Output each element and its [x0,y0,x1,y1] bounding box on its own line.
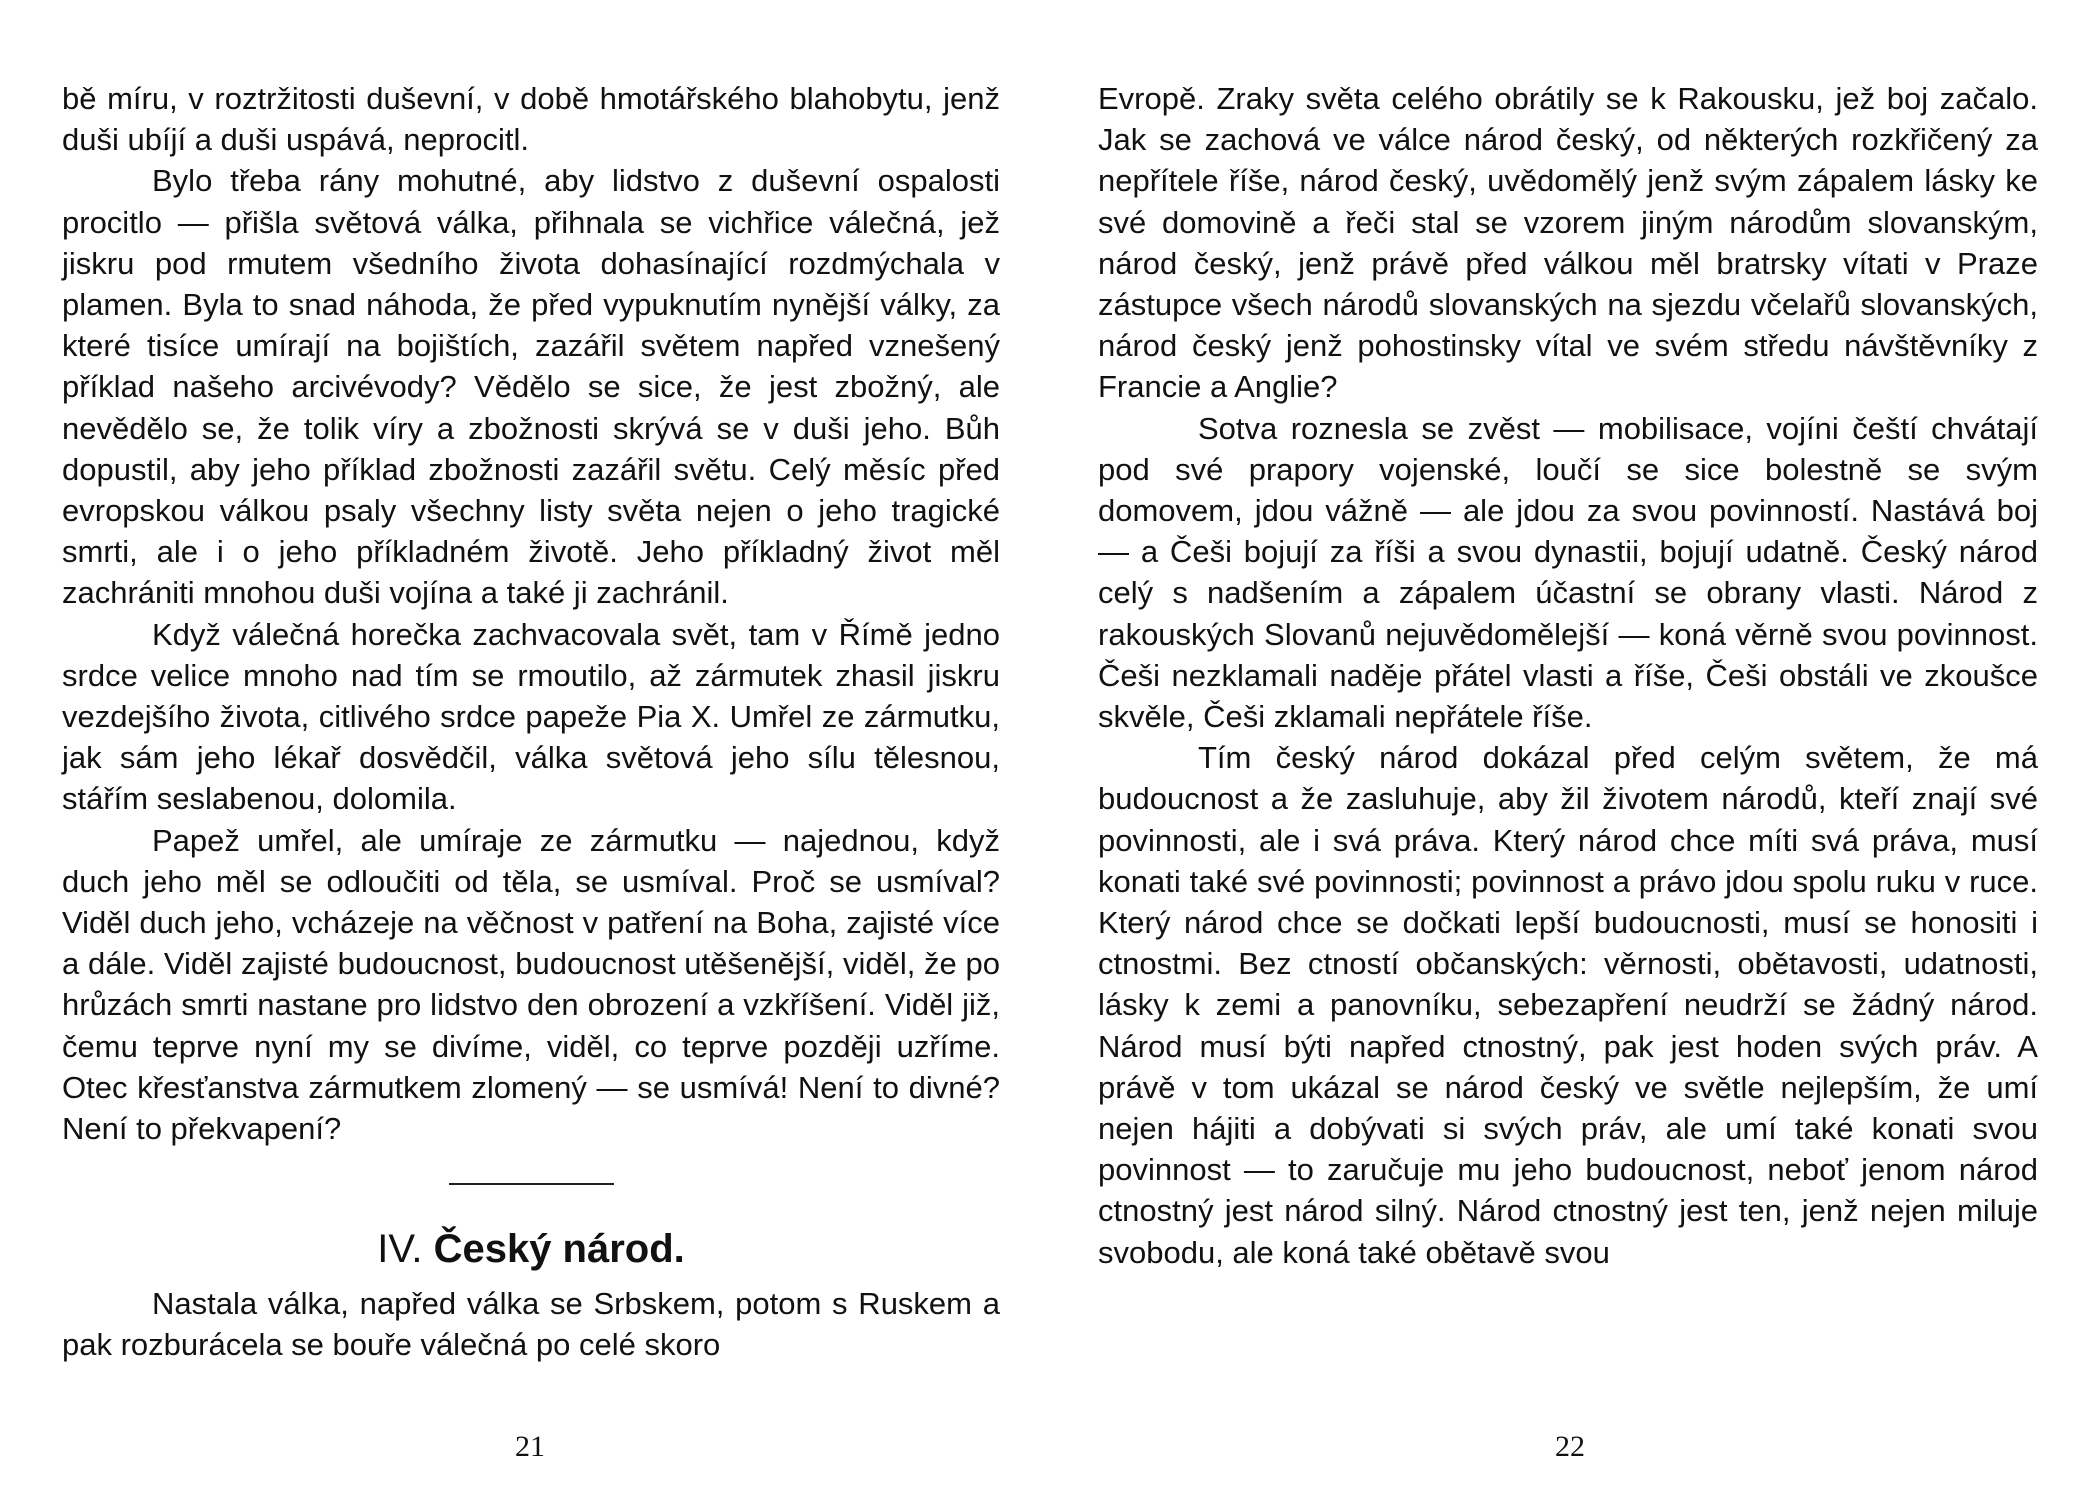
right-paragraph-2: Sotva roznesla se zvěst — mobilisace, vojíni čeští chvátají pod své prapory vojenské, loučí se sice bolestně se svým domovem, jdou vážně — ale jdou za svou povinností. Nastává boj — a Češi bojují za říši a svou dynastii, bojují udatně. Český národ celý s nadšením a zápalem účastní se obrany vlasti. Národ z rakouských Slovanů nejuvědomělejší — koná věrně svou povinnost. Češi nezklamali naděje přátel vlasti a říše, Češi obstáli ve zkoušce skvěle, Češi zklamali nepřátele říše. [1098,410,2038,735]
left-paragraph-1: bě míru, v roztržitosti duševní, v době hmotářského blahobytu, jenž duši ubíjí a duši uspává, neprocitl. [62,81,1000,158]
section-divider [449,1183,614,1185]
page-number-right: 22 [1555,1430,1585,1463]
left-paragraph-3: Když válečná horečka zachvacovala svět, tam v Římě jedno srdce velice mnoho nad tím se rmoutilo, až zármutek zhasil jiskru vezdejšího života, citlivého srdce papeže Pia X. Umřel ze zármutku, jak sám jeho lékař dosvědčil, válka světová jeho sílu tělesnou, stářím seslabenou, dolomila. [62,616,1000,817]
page-number-left: 21 [515,1430,545,1463]
left-paragraph-4: Papež umřel, ale umíraje ze zármutku — najednou, když duch jeho měl se odloučiti od těla, se usmíval. Proč se usmíval? Viděl duch jeho, vcházeje na věčnost v patření na Boha, zajisté více a dále. Viděl zajisté budoucnost, budoucnost utěšenější, viděl, že po hrůzách smrti nastane pro lidstvo den obrození a vzkříšení. Viděl již, čemu teprve nyní my se divíme, viděl, co teprve později uzříme. Otec křesťanstva zármutkem zlomený — se usmívá! Není to divné? Není to překvapení? [62,822,1000,1147]
right-page [1098,78,2038,1273]
chapter-numeral: IV. [377,1227,423,1272]
left-paragraph-2: Bylo třeba rány mohutné, aby lidstvo z duševní ospalosti procitlo — přišla světová válka, přihnala se vichřice válečná, jež jiskru pod rmutem všedního života dohasínající rozdmýchala v plamen. Byla to snad náhoda, že před vypuknutím nynější války, za které tisíce umírají na bojištích, zazářil světem napřed vznešený příklad našeho arcivévody? Vědělo se sice, že jest zbožný, ale nevědělo se, že tolik víry a zbožnosti skrývá se v duši jeho. Bůh dopustil, aby jeho příklad zbožnosti zazářil světu. Celý měsíc před evropskou válkou psaly všechny listy světa nejen o jeho tragické smrti, ale i o jeho příkladném životě. Jeho příkladný život měl zachrániti mnohou duši vojína a také ji zachránil. [62,163,1000,611]
right-paragraph-3: Tím český národ dokázal před celým světem, že má budoucnost a že zasluhuje, aby žil životem národů, kteří znají své povinnosti, ale i svá práva. Který národ chce míti svá práva, musí konati také své povinnosti; povinnost a právo jdou spolu ruku v ruce. Který národ chce se dočkati lepší budoucnosti, musí se honositi i ctnostmi. Bez ctností občanských: věrnosti, obětavosti, udatnosti, lásky k zemi a panovníku, sebezapření neudrží se žádný národ. Národ musí býti napřed ctnostný, pak jest hoden svých práv. A právě v tom ukázal se národ český ve světle nejlepším, že umí nejen hájiti a dobývati si svých práv, ale umí také konati svou povinnost — to zaručuje mu jeho budoucnost, neboť jenom národ ctnostný jest národ silný. Národ ctnostný jest ten, jenž nejen miluje svobodu, ale koná také obětavě svou [1098,740,2038,1270]
right-paragraph-1: Evropě. Zraky světa celého obrátily se k Rakousku, jež boj začalo. Jak se zachová ve válce národ český, od některých rozkřičený za nepřítele říše, národ český, uvědomělý jenž svým zápalem lásky ke své domovině a řeči stal se vzorem jiným národům slovanským, národ český, jenž právě před válkou měl bratrsky vítati v Praze zástupce všech národů slovanských na sjezdu včelařů slovanských, národ český jenž pohostinsky vítal ve svém středu návštěvníky z Francie a Anglie? [1098,81,2038,405]
left-page [62,78,1000,1366]
left-paragraph-5: Nastala válka, napřed válka se Srbskem, potom s Ruskem a pak rozburácela se bouře válečná po celé skoro [62,1286,1000,1363]
chapter-opening-text [62,1283,1000,1365]
left-page-text [62,78,1000,1149]
right-page-text [1098,78,2038,1273]
chapter-heading [62,1221,1000,1277]
chapter-title: Český národ. [433,1227,685,1272]
